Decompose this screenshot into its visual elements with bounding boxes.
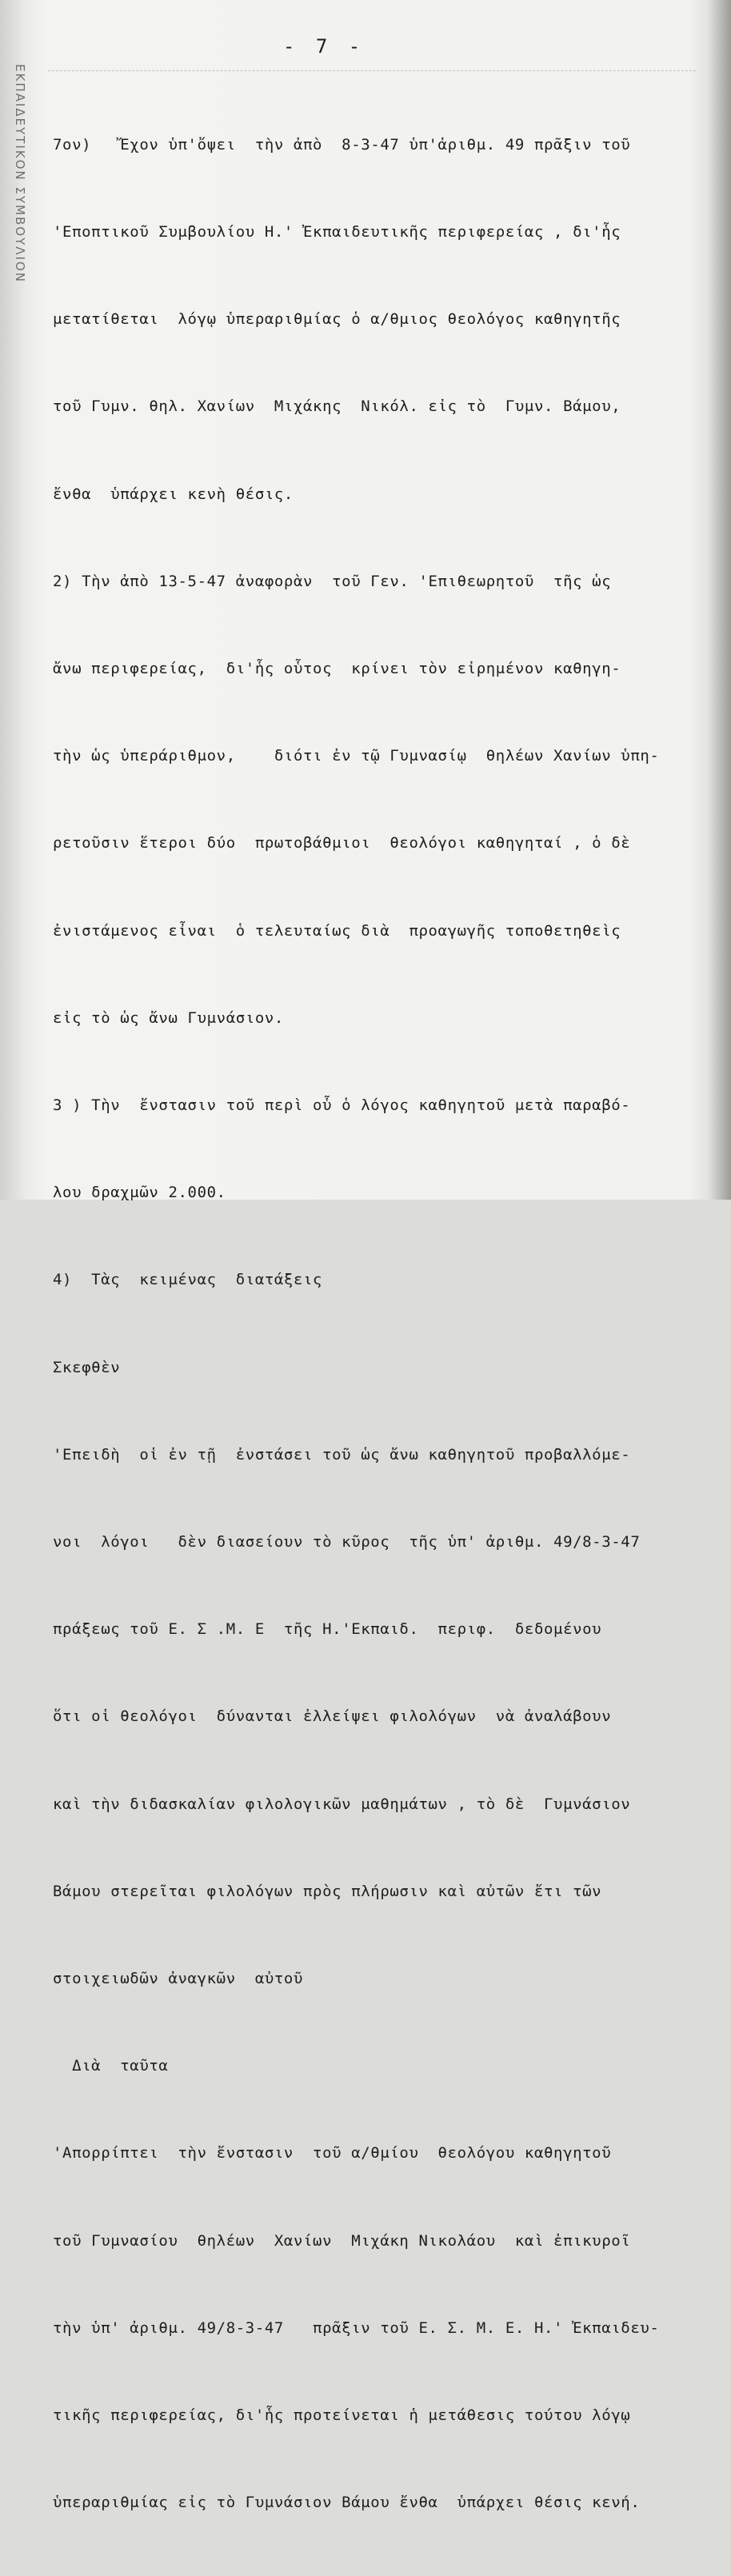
margin-bleed-through bbox=[3, 64, 27, 1184]
text-line: τοῦ Γυμνασίου θηλέων Χανίων Μιχάκη Νικολάου καὶ ἐπικυροῖ bbox=[53, 2231, 631, 2250]
text-line: 'Απορρίπτει τὴν ἔνστασιν τοῦ α/θμίου θεολόγου καθηγητοῦ bbox=[53, 2144, 612, 2163]
text-line: 3 ) Τὴν ἔνστασιν τοῦ περὶ οὗ ὁ λόγος καθηγητοῦ μετὰ παραβό- bbox=[53, 1096, 631, 1115]
text-line: 'Επειδὴ οἱ ἐν τῇ ἐνστάσει τοῦ ὡς ἄνω καθηγητοῦ προβαλλόμε- bbox=[53, 1445, 631, 1464]
text-line: μετατίθεται λόγῳ ὑπεραριθμίας ὁ α/θμιος θεολόγος καθηγητῆς bbox=[53, 310, 621, 329]
text-line: λου δραχμῶν 2.000. bbox=[53, 1184, 226, 1202]
text-line: ἐνιστάμενος εἶναι ὁ τελευταίως διὰ προαγωγῆς τοποθετηθεὶς bbox=[53, 921, 621, 940]
faint-rule bbox=[48, 70, 696, 71]
text-line: 7ον) Ἔχον ὑπ'ὄψει τὴν ἀπὸ 8-3-47 ὑπ'ἀριθμ. 49 πρᾶξιν τοῦ bbox=[53, 135, 631, 154]
text-line: εἰς τὸ ὡς ἄνω Γυμνάσιον. bbox=[53, 1008, 284, 1027]
text-line: τὴν ὑπ' ἀριθμ. 49/8-3-47 πρᾶξιν τοῦ Ε. Σ. Μ. Ε. Η.' Ἐκπαιδευ- bbox=[53, 2318, 660, 2337]
text-line: Βάμου στερεῖται φιλολόγων πρὸς πλήρωσιν καὶ αὐτῶν ἔτι τῶν bbox=[53, 1882, 602, 1900]
margin-vertical-text: ΕΚΠΑΙΔΕΥΤΙΚΟΝ ΣΥΜΒΟΥΛΙΟΝ bbox=[13, 64, 27, 283]
page-edge-shadow bbox=[709, 0, 731, 1200]
text-line: Σκεφθὲν bbox=[53, 1358, 121, 1376]
text-line: ἔνθα ὑπάρχει κενὴ θέσις. bbox=[53, 485, 294, 503]
text-line: πράξεως τοῦ Ε. Σ .Μ. Ε τῆς Η.'Εκπαιδ. περιφ. δεδομένου bbox=[53, 1620, 602, 1639]
text-line: 2) Τὴν ἀπὸ 13-5-47 ἀναφορὰν τοῦ Γεν. 'Επιθεωρητοῦ τῆς ὡς bbox=[53, 572, 612, 590]
text-line: στοιχειωδῶν ἀναγκῶν αὐτοῦ bbox=[53, 1970, 304, 1988]
text-line: ὅτι οἱ θεολόγοι δύνανται ἐλλείψει φιλολόγων νὰ ἀναλάβουν bbox=[53, 1707, 612, 1726]
text-line: Διὰ ταῦτα bbox=[53, 2057, 169, 2075]
text-line: νοι λόγοι δὲν διασείουν τὸ κῦρος τῆς ὑπ' ἀριθμ. 49/8-3-47 bbox=[53, 1533, 641, 1552]
text-line: ρετοῦσιν ἕτεροι δύο πρωτοβάθμιοι θεολόγοι καθηγηταί , ὁ δὲ bbox=[53, 834, 631, 853]
text-line: τὴν ὡς ὑπεράριθμον, διότι ἐν τῷ Γυμνασίῳ θηλέων Χανίων ὑπη- bbox=[53, 747, 660, 765]
text-line: καὶ τὴν διδασκαλίαν φιλολογικῶν μαθημάτων , τὸ δὲ Γυμνάσιον bbox=[53, 1795, 631, 1813]
text-line: ὑπεραριθμίας εἰς τὸ Γυμνάσιον Βάμου ἔνθα ὑπάρχει θέσις κενή. bbox=[53, 2494, 641, 2512]
text-line: 'Εποπτικοῦ Συμβουλίου Η.' Ἐκπαιδευτικῆς περιφερείας , δι'ἧς bbox=[53, 223, 621, 242]
text-line: ἄνω περιφερείας, δι'ἧς οὗτος κρίνει τὸν εἰρημένον καθηγη- bbox=[53, 660, 621, 678]
page-number: - 7 - bbox=[283, 35, 366, 58]
text-line: τοῦ Γυμν. θηλ. Χανίων Μιχάκης Νικόλ. εἰς τὸ Γυμν. Βάμου, bbox=[53, 397, 621, 416]
text-line: 4) Τὰς κειμένας διατάξεις bbox=[53, 1271, 323, 1289]
text-line: τικῆς περιφερείας, δι'ἧς προτείνεται ἡ μετάθεσις τούτου λόγῳ bbox=[53, 2406, 631, 2425]
document-body bbox=[53, 72, 701, 2576]
